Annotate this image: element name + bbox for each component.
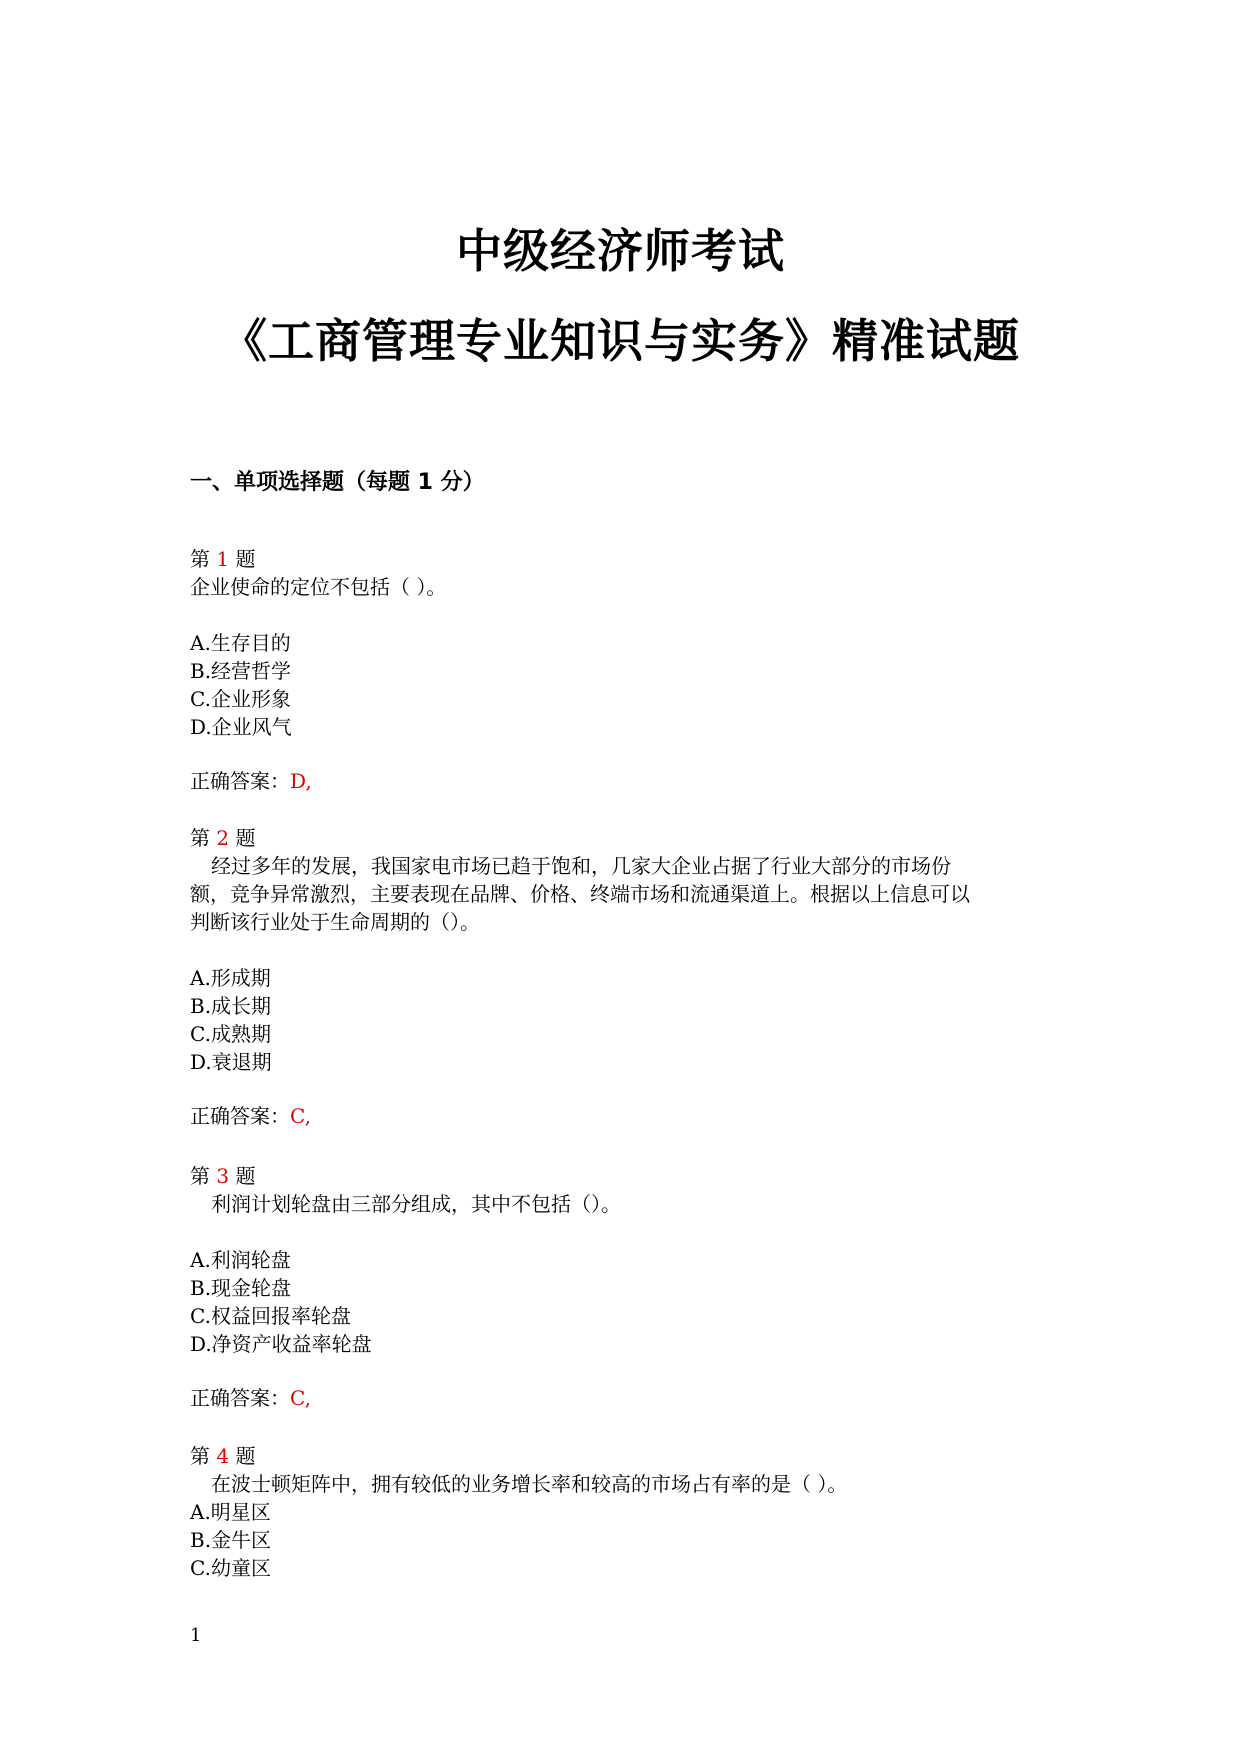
- question-stem-line: 额，竞争异常激烈，主要表现在品牌、价格、终端市场和流通渠道上。根据以上信息可以: [190, 882, 970, 906]
- option-b: B.成长期: [190, 994, 272, 1018]
- answer-value: C,: [290, 1104, 311, 1128]
- option-c: C.幼童区: [190, 1556, 271, 1580]
- question-stem: 利润计划轮盘由三部分组成，其中不包括（）。: [211, 1192, 621, 1216]
- question-number: 第 4 题: [190, 1444, 256, 1468]
- question-4: [190, 1442, 1050, 1582]
- option-a: A.明星区: [190, 1500, 271, 1524]
- question-number: 第 2 题: [190, 826, 256, 850]
- option-b: B.现金轮盘: [190, 1276, 292, 1300]
- option-b: B.金牛区: [190, 1528, 272, 1552]
- document-subtitle: 《工商管理专业知识与实务》精准试题: [221, 314, 1020, 368]
- question-stem-line: 经过多年的发展，我国家电市场已趋于饱和，几家大企业占据了行业大部分的市场份: [211, 854, 951, 878]
- question-stem: 企业使命的定位不包括（ ）。: [190, 575, 447, 599]
- option-c: C.权益回报率轮盘: [190, 1304, 351, 1328]
- option-d: D.净资产收益率轮盘: [190, 1332, 372, 1356]
- question-1: [190, 545, 1050, 795]
- option-c: C.成熟期: [190, 1022, 271, 1046]
- question-3: [190, 1162, 1050, 1412]
- answer-value: C,: [290, 1386, 311, 1410]
- option-b: B.经营哲学: [190, 659, 292, 683]
- question-number: 第 1 题: [190, 547, 256, 571]
- question-2: [190, 824, 1050, 1130]
- answer-line: 正确答案：D,: [190, 769, 312, 793]
- question-stem: 在波士顿矩阵中，拥有较低的业务增长率和较高的市场占有率的是（ ）。: [211, 1472, 848, 1496]
- answer-line: 正确答案：C,: [190, 1104, 311, 1128]
- option-a: A.利润轮盘: [190, 1248, 291, 1272]
- option-a: A.形成期: [190, 966, 271, 990]
- option-c: C.企业形象: [190, 687, 291, 711]
- section-heading: 一、单项选择题（每题 1 分）: [190, 470, 485, 495]
- answer-value: D,: [290, 769, 312, 793]
- document-title: 中级经济师考试: [456, 224, 785, 278]
- answer-line: 正确答案：C,: [190, 1386, 311, 1410]
- page-number: 1: [190, 1625, 202, 1646]
- question-stem-line: 判断该行业处于生命周期的（）。: [190, 910, 480, 934]
- option-d: D.企业风气: [190, 715, 292, 739]
- option-a: A.生存目的: [190, 631, 291, 655]
- question-number: 第 3 题: [190, 1164, 256, 1188]
- option-d: D.衰退期: [190, 1050, 272, 1074]
